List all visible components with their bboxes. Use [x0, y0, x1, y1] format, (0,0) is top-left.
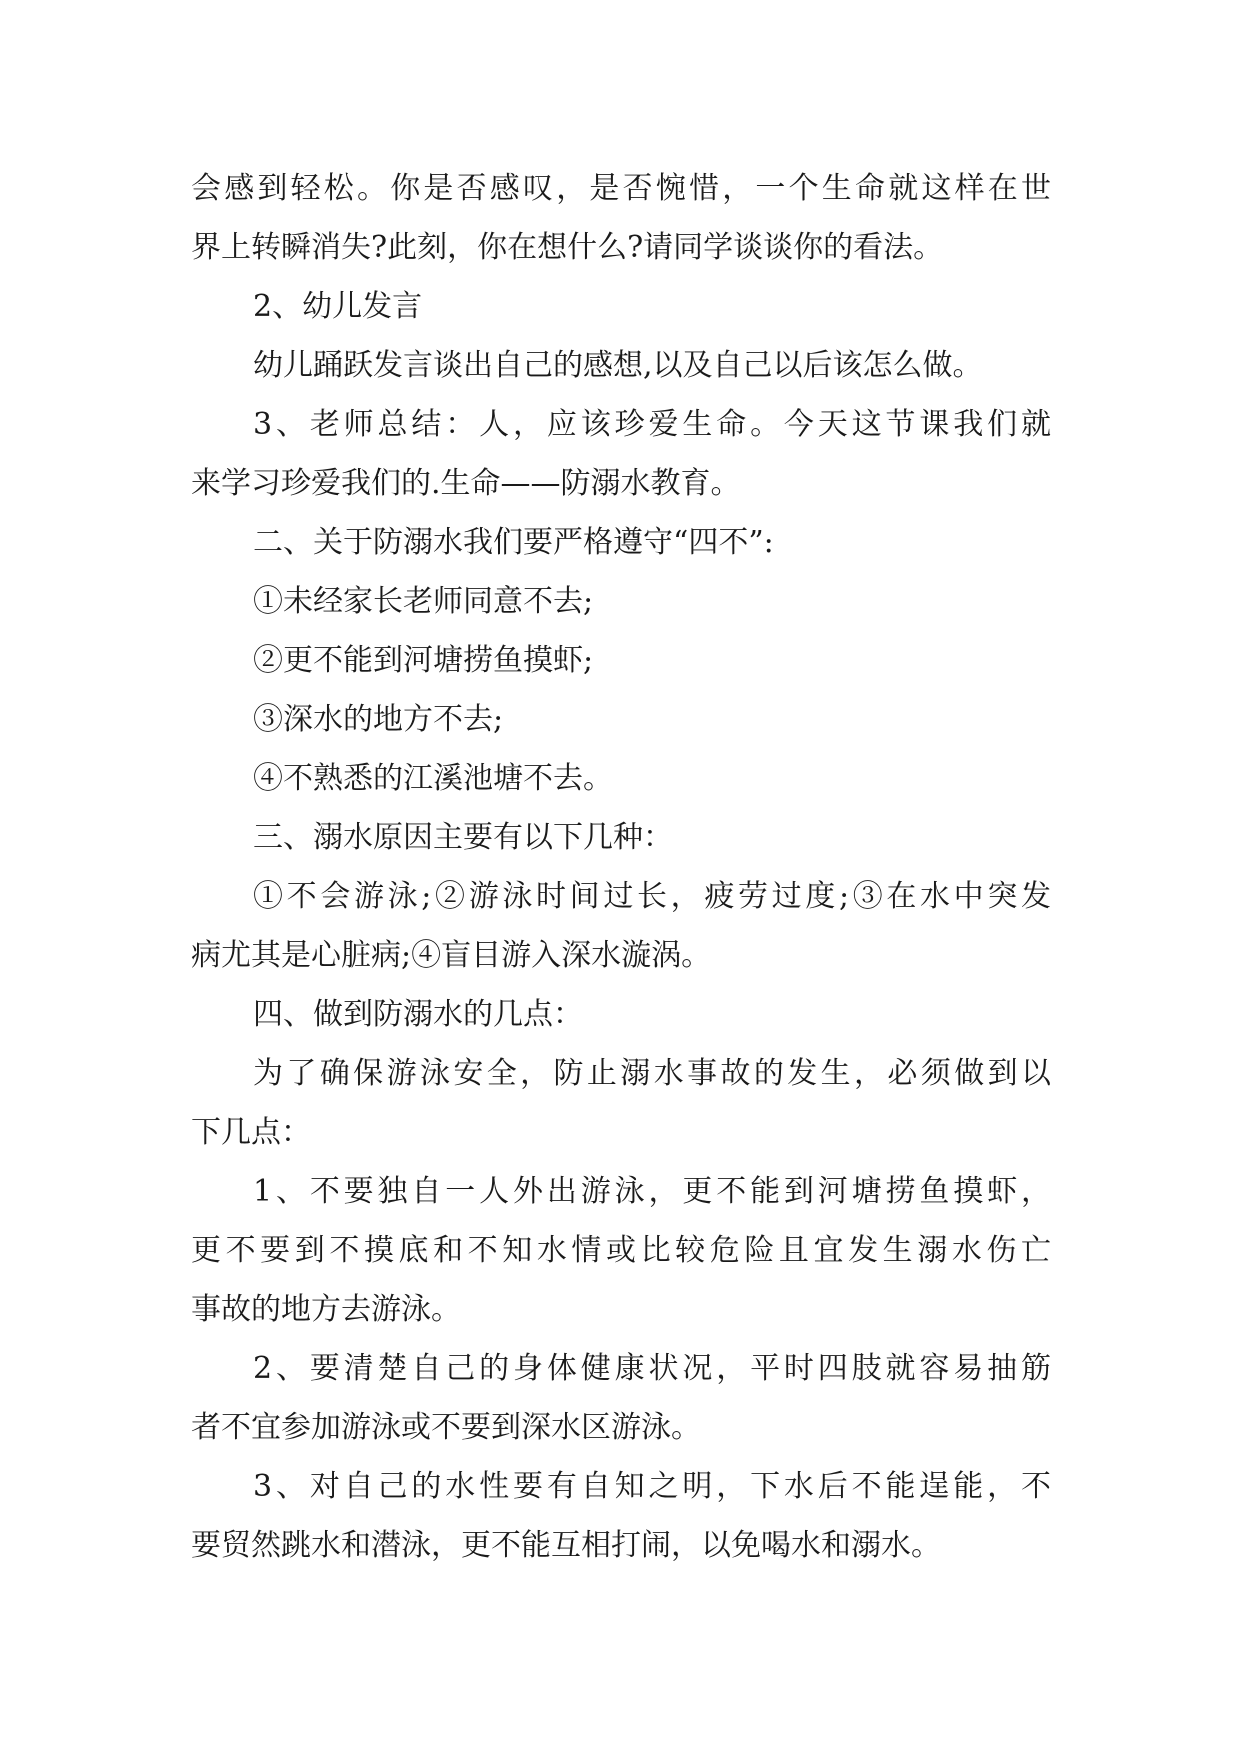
text-line: 2、要清楚自己的身体健康状况，平时四肢就容易抽筋 [253, 1351, 1051, 1386]
text-line: 1、不要独自一人外出游泳，更不能到河塘捞鱼摸虾， [253, 1174, 1051, 1209]
text-line: 病尤其是心脏病;④盲目游入深水漩涡。 [191, 938, 712, 973]
text-line: 幼儿踊跃发言谈出自己的感想,以及自己以后该怎么做。 [253, 348, 983, 383]
text-line: 更不要到不摸底和不知水情或比较危险且宜发生溺水伤亡 [191, 1233, 1051, 1268]
list-item: ③深水的地方不去; [253, 702, 504, 737]
list-item: ④不熟悉的江溪池塘不去。 [253, 761, 613, 796]
text-line: 要贸然跳水和潜泳，更不能互相打闹，以免喝水和溺水。 [191, 1528, 941, 1563]
text-line: 界上转瞬消失?此刻，你在想什么?请同学谈谈你的看法。 [191, 230, 944, 265]
text-line: 下几点： [191, 1115, 311, 1150]
text-line: 为了确保游泳安全，防止溺水事故的发生，必须做到以 [253, 1056, 1051, 1091]
text-line: 3、老师总结：人，应该珍爱生命。今天这节课我们就 [253, 407, 1051, 442]
section-heading: 三、溺水原因主要有以下几种： [253, 820, 673, 855]
text-line: 会感到轻松。你是否感叹，是否惋惜，一个生命就这样在世 [191, 171, 1051, 206]
list-item: ①未经家长老师同意不去; [253, 584, 594, 619]
text-line: 事故的地方去游泳。 [191, 1292, 461, 1327]
text-line: 者不宜参加游泳或不要到深水区游泳。 [191, 1410, 701, 1445]
section-heading: 二、关于防溺水我们要严格遵守“四不”: [253, 525, 774, 560]
list-item: ②更不能到河塘捞鱼摸虾; [253, 643, 594, 678]
section-heading: 四、做到防溺水的几点： [253, 997, 583, 1032]
text-line: 来学习珍爱我们的.生命——防溺水教育。 [191, 466, 741, 501]
text-line: ①不会游泳;②游泳时间过长，疲劳过度;③在水中突发 [253, 879, 1051, 914]
document-body [191, 159, 1051, 1575]
text-line: 3、对自己的水性要有自知之明，下水后不能逞能，不 [253, 1469, 1051, 1504]
text-line: 2、幼儿发言 [253, 289, 423, 324]
